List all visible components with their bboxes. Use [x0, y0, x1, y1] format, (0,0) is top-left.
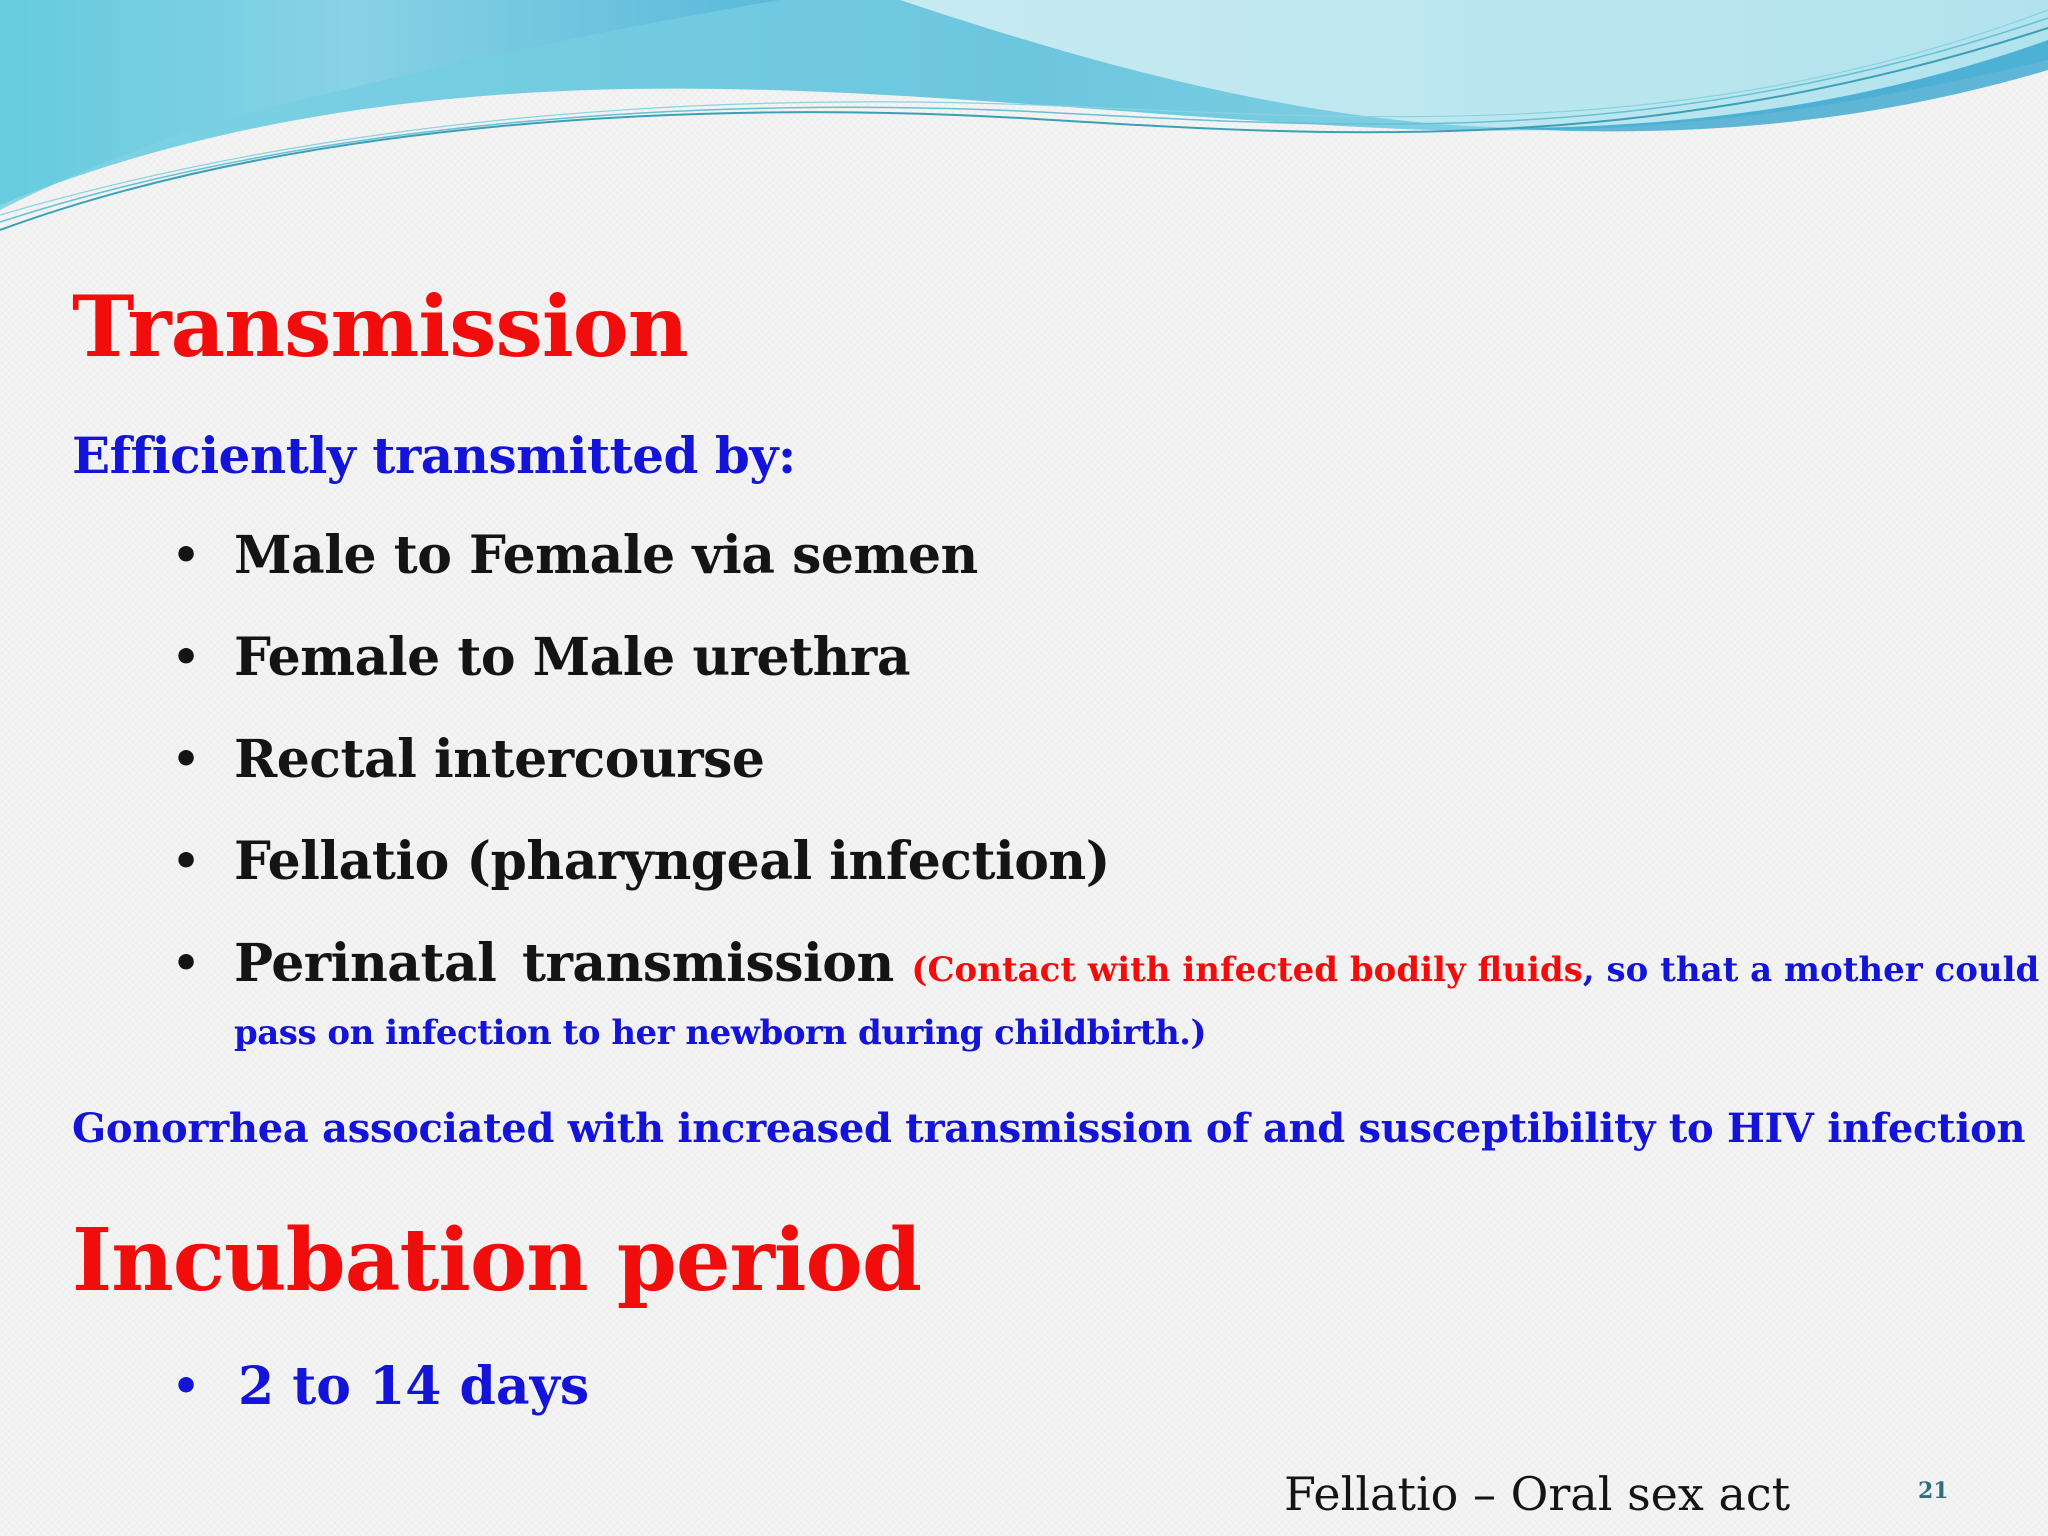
bullet-dot-icon: •: [172, 734, 200, 785]
bullet-text: Male to Female via semen: [234, 525, 978, 586]
header-wave-decoration: [0, 0, 2048, 240]
bullet-dot-icon: •: [172, 1361, 201, 1412]
bullet-dot-icon: •: [172, 632, 200, 683]
bullet-text: Fellatio (pharyngeal infection): [234, 831, 1110, 892]
footnote: Fellatio – Oral sex act: [1284, 1467, 1791, 1521]
bullet-dot-icon: •: [172, 938, 200, 989]
list-item: [172, 1350, 589, 1424]
list-item: [172, 520, 2039, 622]
list-item: [172, 724, 2039, 826]
transmission-bullet-list: [172, 520, 2039, 1060]
bullet-text: Female to Male urethra: [234, 627, 911, 688]
hiv-statement: Gonorrhea associated with increased transmission of and susceptibility to HIV infection: [72, 1105, 2026, 1152]
perinatal-note-red: Contact with infected bodily fluids: [927, 950, 1583, 990]
list-item-perinatal: [172, 928, 2039, 1060]
bullet-dot-icon: •: [172, 836, 200, 887]
list-item: [172, 826, 2039, 928]
list-item: [172, 622, 2039, 724]
incubation-text: 2 to 14 days: [238, 1356, 590, 1417]
subheading-efficiently-transmitted: Efficiently transmitted by:: [72, 426, 796, 485]
heading-transmission: Transmission: [72, 277, 688, 376]
incubation-bullet-list: [172, 1350, 589, 1424]
bullet-dot-icon: •: [172, 530, 200, 581]
perinatal-note-continued: pass on infection to her newborn during childbirth.): [234, 1013, 1207, 1053]
heading-incubation-period: Incubation period: [72, 1210, 922, 1311]
perinatal-lead-text: Perinatal transmission: [234, 933, 894, 994]
perinatal-note-blue: , so that a mother could: [1582, 950, 2040, 990]
page-number: 21: [1918, 1478, 1949, 1504]
perinatal-note-open: (: [911, 950, 928, 990]
bullet-text: Rectal intercourse: [234, 729, 765, 790]
